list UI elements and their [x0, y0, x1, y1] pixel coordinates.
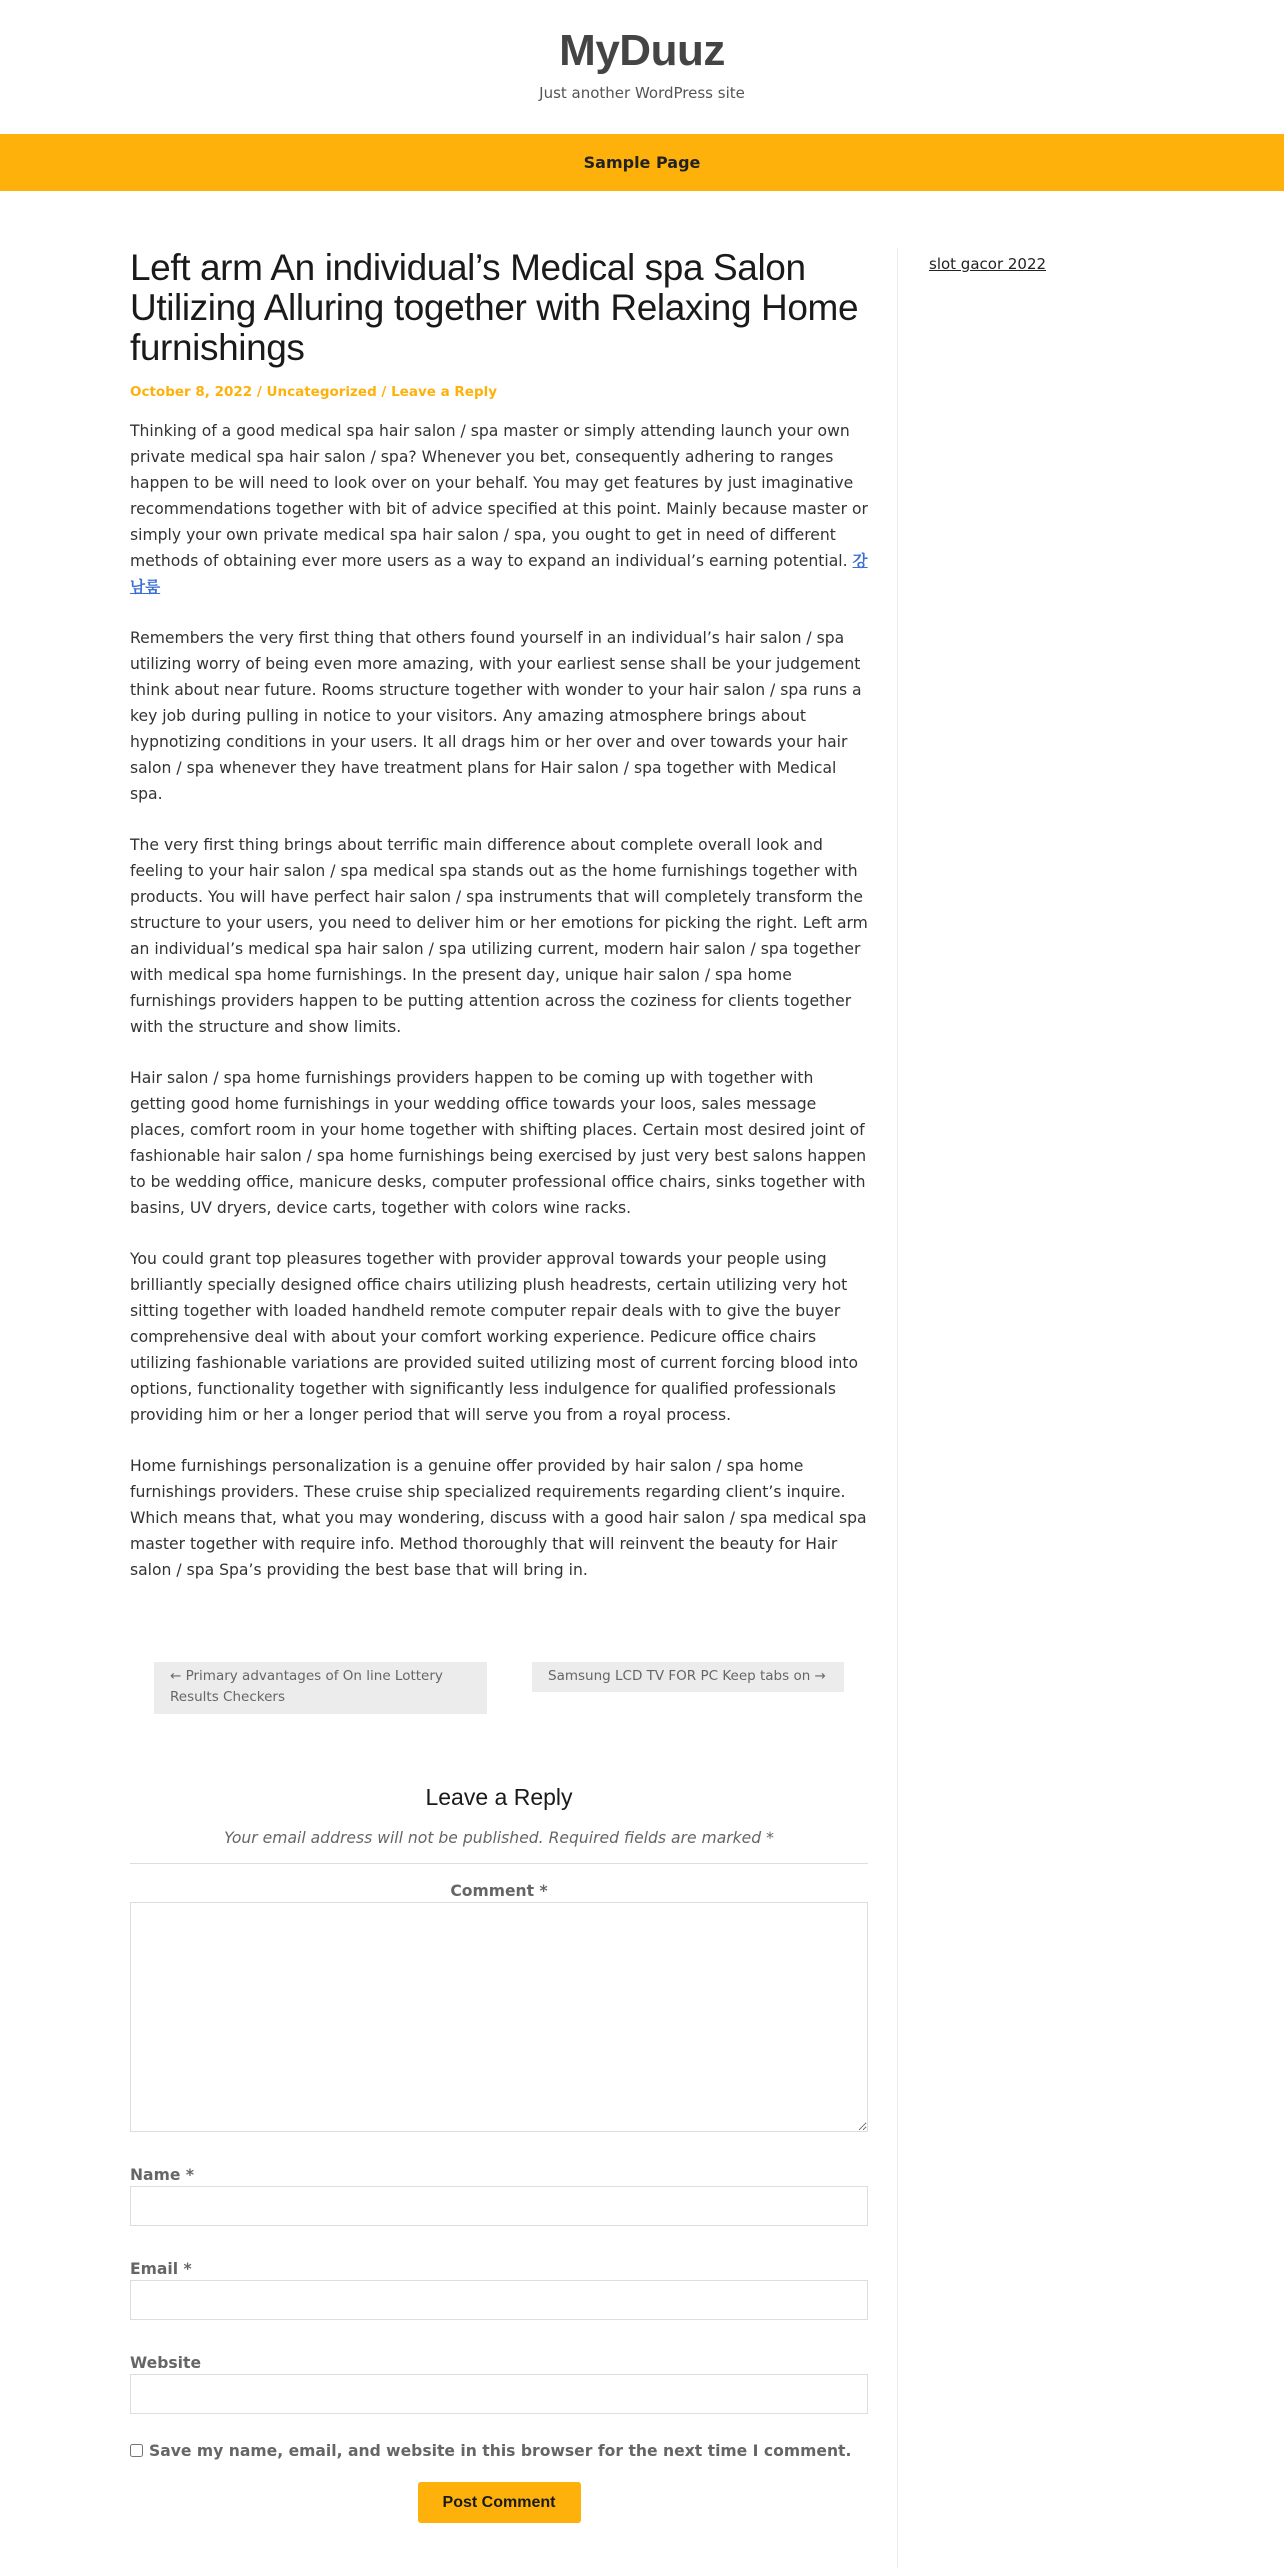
email-input[interactable] [130, 2280, 868, 2320]
site-title[interactable]: MyDuuz [559, 26, 725, 75]
comment-label: Comment * [450, 1882, 548, 1900]
website-label: Website [130, 2354, 202, 2372]
save-info-label[interactable]: Save my name, email, and website in this browser for the next time I comment. [149, 2442, 852, 2460]
leave-reply-link[interactable]: Leave a Reply [391, 384, 498, 400]
post-paragraph-4: Hair salon / spa home furnishings providers happen to be coming up with together with getting good home furnishings in your wedding office towards your loos, sales message places, comfort room in your home together with shifting places. Certain most desired joint of fashionable hair salon / spa home furnishings being exercised by just very best salons happen to be wedding office, manicure desks, computer professional office chairs, sinks together with basins, UV dryers, device carts, together with colors wine racks. [130, 1069, 867, 1217]
email-field-block [130, 2260, 868, 2320]
post-paragraph-1 [130, 418, 868, 600]
sidebar-link-slot-gacor[interactable]: slot gacor 2022 [929, 255, 1047, 273]
name-input[interactable] [130, 2186, 868, 2226]
primary-navigation [0, 134, 1284, 191]
comment-textarea[interactable] [130, 1902, 868, 2132]
sidebar-divider [897, 248, 898, 2568]
name-field-block [130, 2166, 868, 2226]
site-header [0, 0, 1284, 134]
post-date-link[interactable]: October 8, 2022 [130, 384, 253, 400]
inline-link[interactable]: 강남룸 [130, 552, 868, 596]
post-paragraph-2: Remembers the very first thing that others found yourself in an individual’s hair salon / spa utilizing worry of being even more amazing, with your earliest sense shall be your judgement think about near future. Rooms structure together with wonder to your hair salon / spa runs a key job during pulling in notice to your visitors. Any amazing atmosphere brings about hypnotizing conditions in your users. It all drags him or her over and over towards your hair salon / spa whenever they have treatment plans for Hair salon / spa together with Medical spa. [130, 629, 862, 803]
post-comment-button[interactable]: Post Comment [418, 2482, 581, 2523]
meta-separator: / [252, 384, 267, 400]
next-post-link[interactable]: Samsung LCD TV FOR PC Keep tabs on → [532, 1662, 844, 1692]
site-tagline: Just another WordPress site [539, 84, 745, 102]
website-field-block [130, 2354, 868, 2414]
comment-respond [130, 1784, 868, 2523]
comment-notes: Your email address will not be published. Required fields are marked * [130, 1829, 868, 1864]
sidebar [929, 254, 1229, 273]
post-paragraph-5: You could grant top pleasures together with provider approval towards your people using brilliantly specially designed office chairs utilizing plush headrests, certain utilizing very hot sitting together with loaded handheld remote computer repair deals with to give the buyer comprehensive deal with about your comfort working experience. Pedicure office chairs utilizing fashionable variations are provided suited utilizing most of current forcing blood into options, functionality together with significantly less indulgence for qualified professionals providing him or her a longer period that will serve you from a royal process. [130, 1250, 859, 1424]
post-category-link[interactable]: Uncategorized [266, 384, 377, 400]
meta-separator: / [376, 384, 392, 400]
previous-post-link[interactable]: ← Primary advantages of On line Lottery Results Checkers [154, 1662, 487, 1714]
post-article [130, 248, 868, 1583]
post-title: Left arm An individual’s Medical spa Salon Utilizing Alluring together with Relaxing Home furnishings [130, 247, 859, 368]
post-paragraph-3: The very first thing brings about terrific main difference about complete overall look and feeling to your hair salon / spa medical spa stands out as the home furnishings together with products. You will have perfect hair salon / spa instruments that will completely transform the structure to your users, you need to deliver him or her emotions for picking the right. Left arm an individual’s medical spa hair salon / spa utilizing current, modern hair salon / spa together with medical spa home furnishings. In the present day, unique hair salon / spa home furnishings providers happen to be putting attention across the coziness for clients together with the structure and show limits. [130, 836, 868, 1036]
save-info-checkbox[interactable] [130, 2444, 143, 2457]
nav-item-sample-page[interactable]: Sample Page [583, 153, 701, 172]
paragraph-text: Thinking of a good medical spa hair salon / spa master or simply attending launch your own private medical spa hair salon / spa? Whenever you bet, consequently adhering to ranges happen to be will need to look over on your behalf. You may get features by just imaginative recommendations together with bit of advice specified at this point. Mainly because master or simply your own private medical spa hair salon / spa, you ought to get in need of different methods of obtaining ever more users as a way to expand an individual’s earning potential. [130, 422, 868, 570]
website-input[interactable] [130, 2374, 868, 2414]
name-label: Name * [130, 2166, 194, 2184]
post-paragraph-6: Home furnishings personalization is a genuine offer provided by hair salon / spa home furnishings providers. These cruise ship specialized requirements regarding client’s inquire. Which means that, what you may wondering, discuss with a good hair salon / spa medical spa master together with require info. Method thoroughly that will reinvent the beauty for Hair salon / spa Spa’s providing the best base that will bring in. [130, 1457, 867, 1579]
email-label: Email * [130, 2260, 192, 2278]
save-info-row [130, 2442, 868, 2460]
reply-title: Leave a Reply [425, 1784, 573, 1810]
post-content [130, 418, 868, 1583]
main-content [130, 248, 868, 1608]
post-meta [130, 384, 868, 400]
submit-row [130, 2482, 868, 2523]
